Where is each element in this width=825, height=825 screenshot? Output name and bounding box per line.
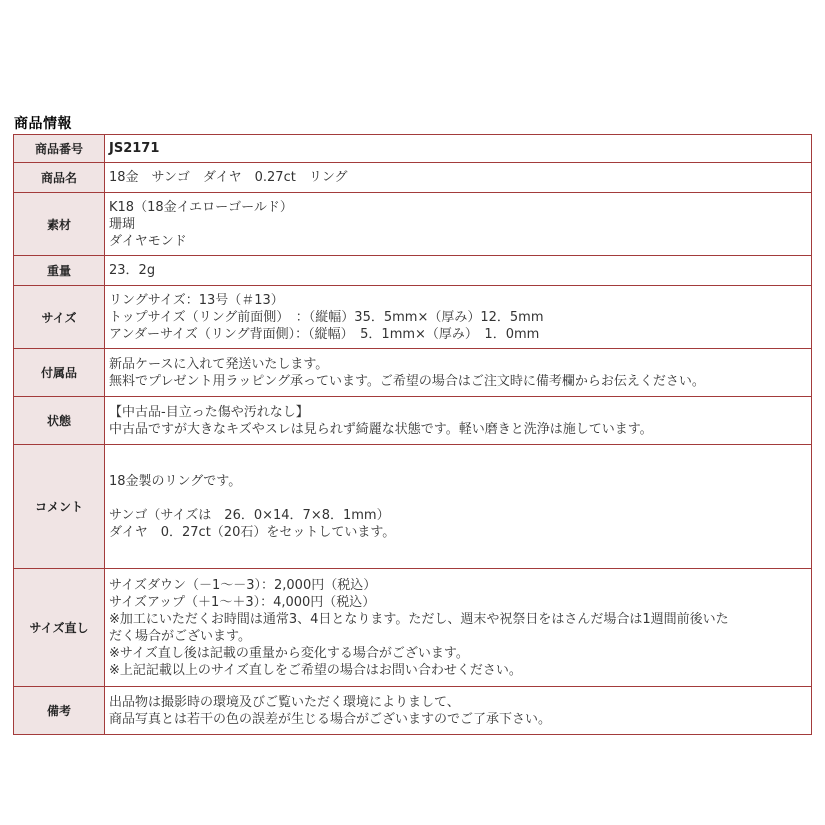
label-size: サイズ — [14, 286, 105, 349]
label-notes: 備考 — [14, 687, 105, 735]
row-size — [14, 286, 812, 349]
label-condition: 状態 — [14, 397, 105, 445]
material-line: 珊瑚 — [109, 216, 136, 232]
row-product-number — [14, 135, 812, 163]
value-product-number — [105, 135, 812, 163]
value-material — [105, 193, 812, 256]
label-resize: サイズ直し — [14, 569, 105, 687]
comment-line — [109, 490, 807, 507]
value-condition — [105, 397, 812, 445]
condition-line: 中古品ですが大きなキズやスレは見られず綺麗な状態です。軽い磨きと洗浄は施しています。 — [109, 421, 653, 437]
row-accessories — [14, 349, 812, 397]
resize-line: だく場合がございます。 — [109, 628, 251, 644]
size-line: アンダーサイズ（リング背面側）：（縦幅） 5．1mm×（厚み） 1．0mm — [109, 326, 540, 342]
comment-line: サンゴ（サイズは 26．0×14．7×8．1mm） — [109, 507, 390, 523]
row-material — [14, 193, 812, 256]
size-line: トップサイズ（リング前面側） ：（縦幅）35．5mm×（厚み）12．5mm — [109, 309, 544, 325]
resize-line: ※加工にいただくお時間は通常3、4日となります。ただし、週末や祝祭日をはさんだ場合は1週間前後いた — [109, 611, 729, 627]
label-weight: 重量 — [14, 256, 105, 286]
label-product-name: 商品名 — [14, 163, 105, 193]
row-notes — [14, 687, 812, 735]
comment-line: 18金製のリングです。 — [109, 473, 242, 489]
resize-line: ※サイズ直し後は記載の重量から変化する場合がございます。 — [109, 645, 469, 661]
size-line: リングサイズ：13号（＃13） — [109, 292, 284, 308]
comment-line: ダイヤ 0．27ct（20石）をセットしています。 — [109, 524, 396, 540]
label-comment: コメント — [14, 445, 105, 569]
value-notes — [105, 687, 812, 735]
condition-line: 【中古品-目立った傷や汚れなし】 — [109, 404, 309, 420]
row-product-name — [14, 163, 812, 193]
weight-text: 23．2g — [109, 263, 156, 278]
value-resize — [105, 569, 812, 687]
material-line: ダイヤモンド — [109, 233, 187, 249]
resize-line: サイズダウン（－1～－3）：2,000円（税込） — [109, 577, 377, 593]
comment-line — [109, 541, 807, 558]
accessories-line: 新品ケースに入れて発送いたします。 — [109, 356, 329, 372]
product-code: JS2171 — [109, 141, 160, 156]
notes-line: 商品写真とは若干の色の誤差が生じる場合がございますのでご了承下さい。 — [109, 711, 552, 727]
notes-line: 出品物は撮影時の環境及びご覧いただく環境によりまして、 — [109, 694, 460, 710]
label-accessories: 付属品 — [14, 349, 105, 397]
row-resize — [14, 569, 812, 687]
row-comment — [14, 445, 812, 569]
product-name-text: 18金 サンゴ ダイヤ 0.27ct リング — [109, 170, 348, 185]
comment-line — [109, 456, 807, 473]
section-title: 商品情報 — [14, 116, 72, 132]
value-product-name — [105, 163, 812, 193]
value-accessories — [105, 349, 812, 397]
accessories-line: 無料でプレゼント用ラッピング承っています。ご希望の場合はご注文時に備考欄からお伝えください。 — [109, 373, 705, 389]
label-product-number: 商品番号 — [14, 135, 105, 163]
value-comment — [105, 445, 812, 569]
value-weight — [105, 256, 812, 286]
product-info-table — [13, 134, 812, 735]
material-line: K18（18金イエローゴールド） — [109, 199, 293, 215]
label-material: 素材 — [14, 193, 105, 256]
resize-line: サイズアップ（＋1～＋3）：4,000円（税込） — [109, 594, 376, 610]
row-weight — [14, 256, 812, 286]
row-condition — [14, 397, 812, 445]
value-size — [105, 286, 812, 349]
resize-line: ※上記記載以上のサイズ直しをご希望の場合はお問い合わせください。 — [109, 662, 522, 678]
